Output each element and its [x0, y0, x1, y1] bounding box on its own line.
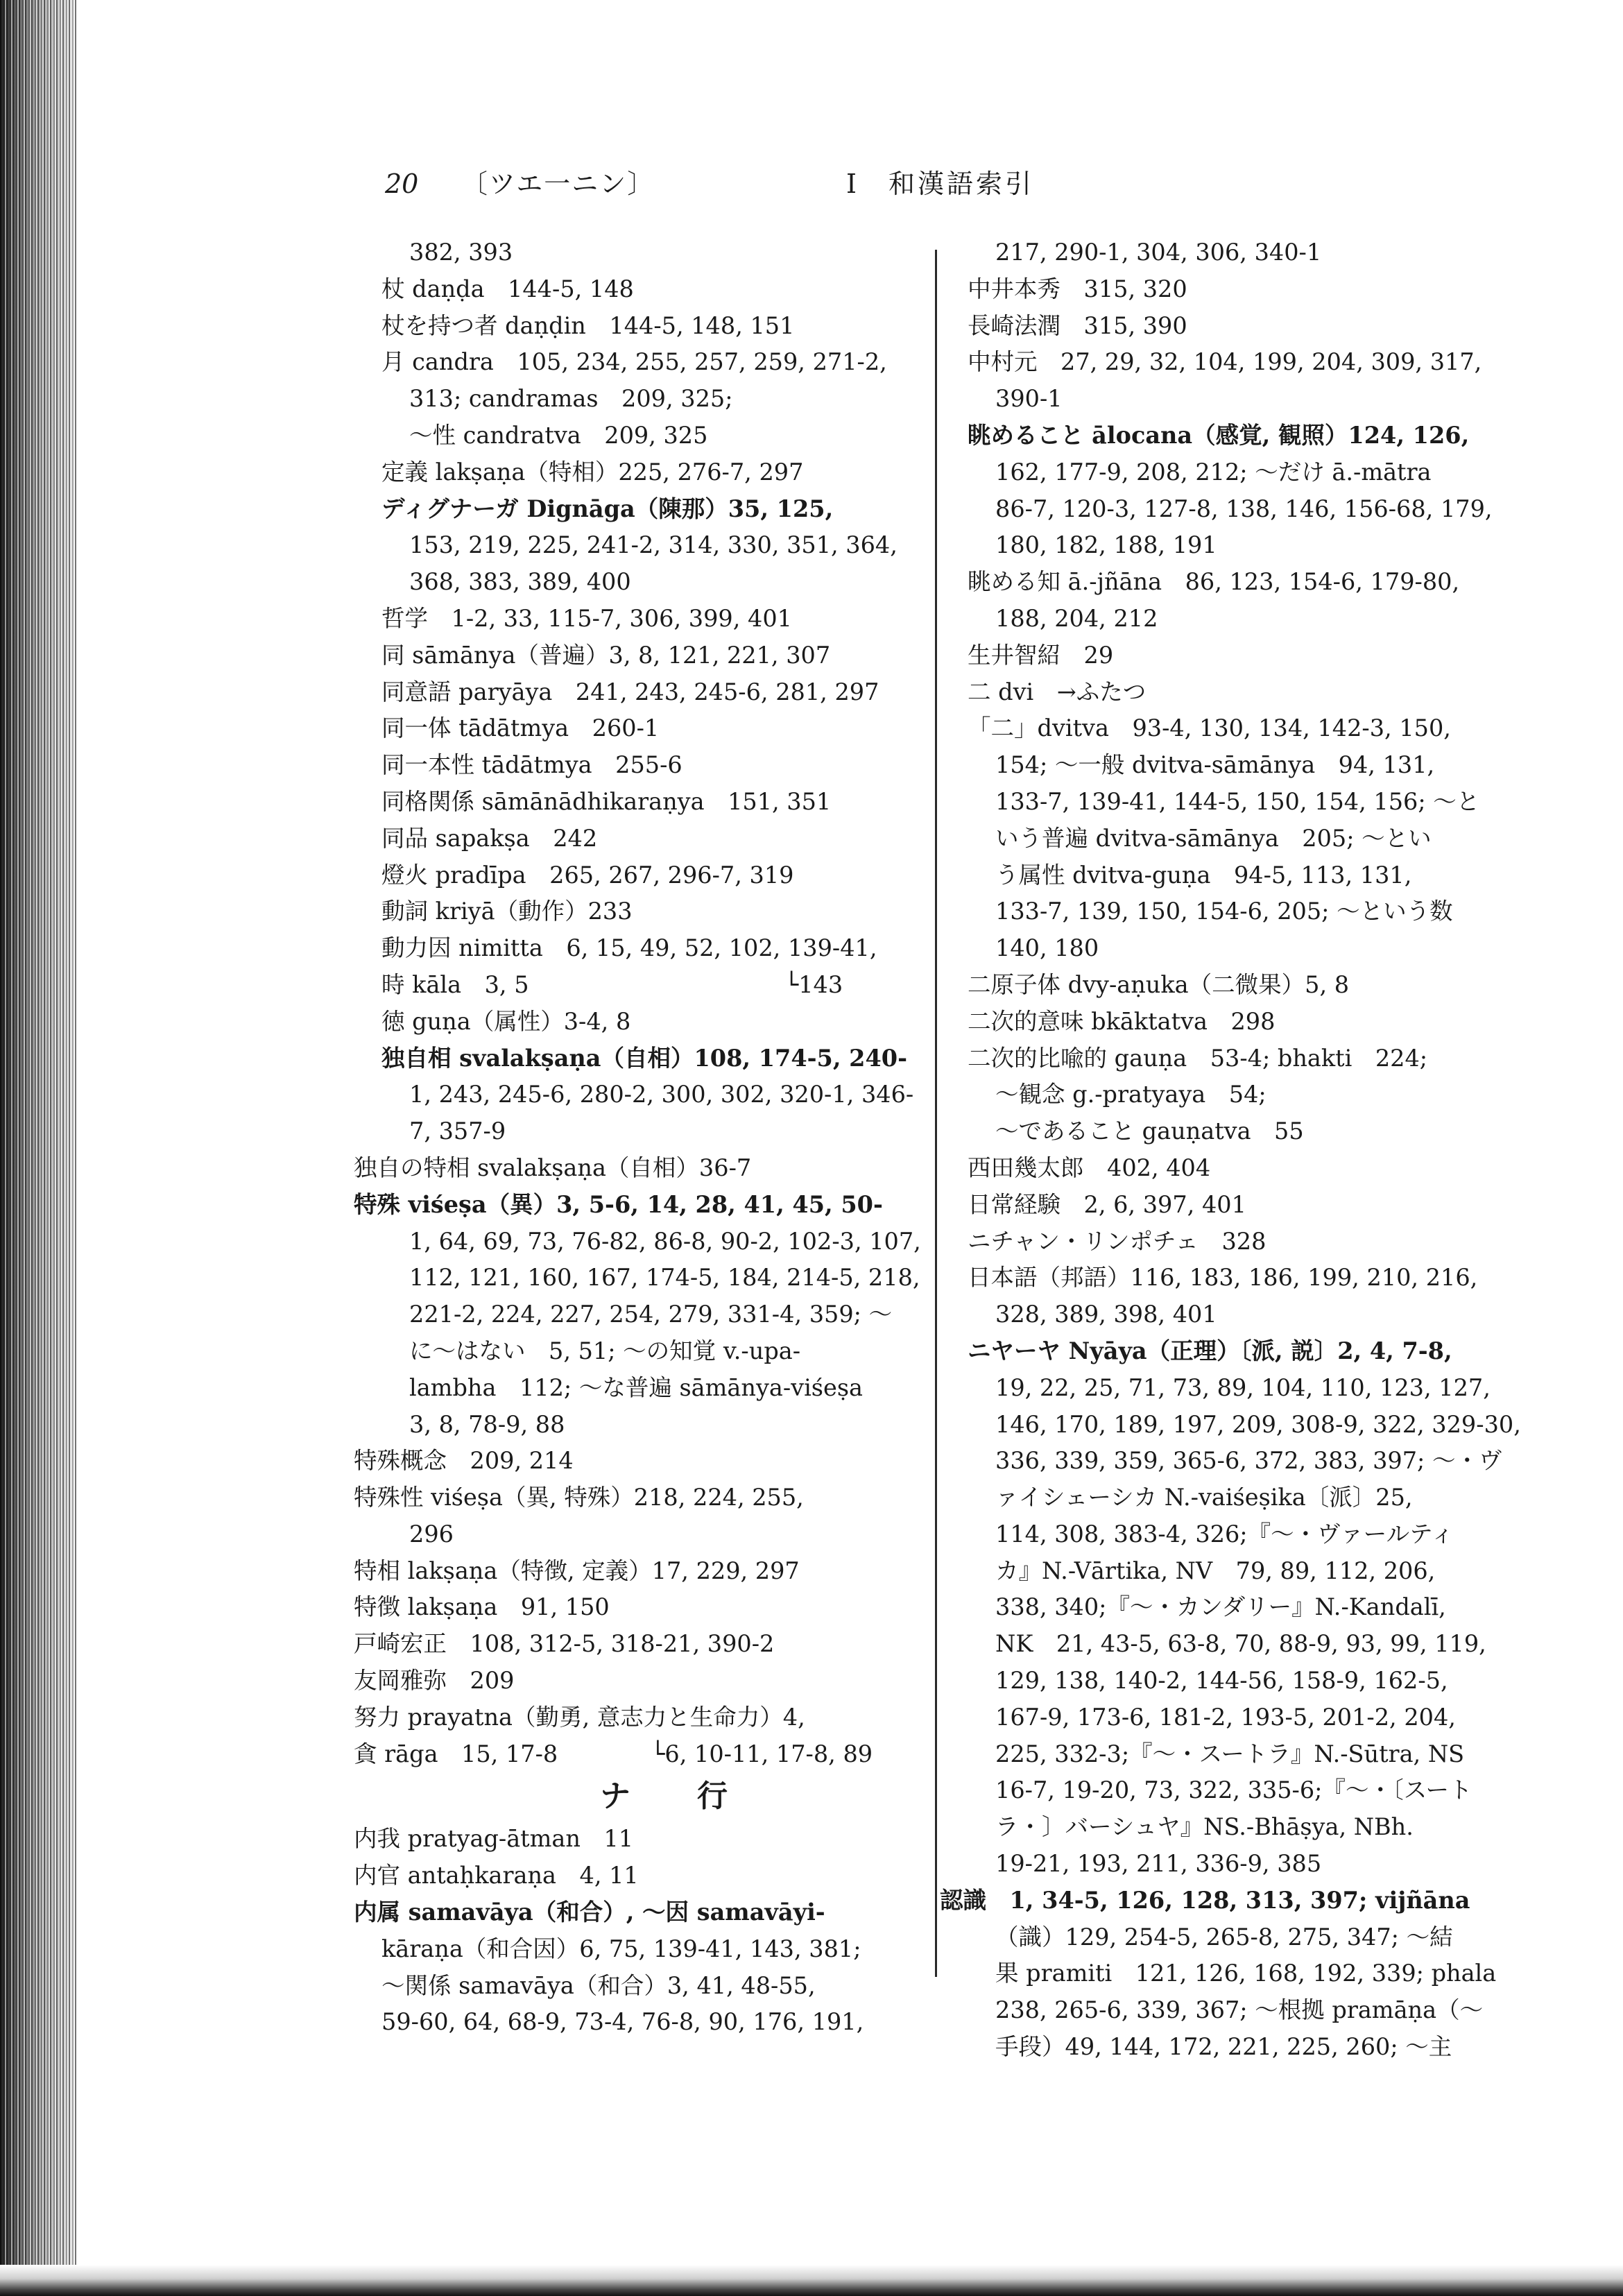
left-column — [354, 234, 921, 2041]
page-header — [385, 163, 1356, 205]
index-line: 特殊 viśeṣa（異）3, 5-6, 14, 28, 41, 45, 50- — [354, 1190, 883, 1218]
index-line: 二次的意味 bkāktatva 298 — [968, 1007, 1276, 1035]
right-column — [940, 234, 1521, 2066]
index-line: 同 sāmānya（普遍）3, 8, 121, 221, 307 — [381, 641, 831, 669]
index-line: 328, 389, 398, 401 — [995, 1301, 1217, 1328]
index-line: 86-7, 120-3, 127-8, 138, 146, 156-68, 179, — [995, 495, 1493, 522]
index-line: 同意語 paryāya 241, 243, 245-6, 281, 297 — [381, 678, 879, 705]
index-line: 貪 rāga 15, 17-8 └6, 10-11, 17-8, 89 — [354, 1740, 873, 1767]
index-line: 336, 339, 359, 365-6, 372, 383, 397; 〜・ヴ — [995, 1447, 1502, 1475]
index-line: 内我 pratyag-ātman 11 — [354, 1825, 634, 1853]
index-line: う属性 dvitva-guṇa 94-5, 113, 131, — [995, 861, 1412, 889]
index-line: 特徴 lakṣaṇa 91, 150 — [354, 1593, 610, 1621]
index-line: 7, 357-9 — [409, 1117, 506, 1145]
index-line: 180, 182, 188, 191 — [995, 531, 1217, 559]
index-line: 368, 383, 389, 400 — [409, 568, 631, 596]
index-line: 動詞 kriyā（動作）233 — [381, 898, 633, 925]
index-line: 同格関係 sāmānādhikaraṇya 151, 351 — [381, 787, 832, 815]
book-binding-shadow — [0, 0, 76, 2296]
index-line: カ』N.-Vārtika, NV 79, 89, 112, 206, — [995, 1557, 1436, 1584]
index-line: kāraṇa（和合因）6, 75, 139-41, 143, 381; — [381, 1935, 861, 1962]
index-line: 1, 243, 245-6, 280-2, 300, 302, 320-1, 346- — [409, 1081, 914, 1108]
index-line: 内属 samavāya（和合）, 〜因 samavāyi- — [354, 1899, 825, 1926]
index-line: 133-7, 139-41, 144-5, 150, 154, 156; 〜と — [995, 787, 1480, 815]
index-line: 〜であること gauṇatva 55 — [995, 1117, 1304, 1145]
index-line: 生井智紹 29 — [968, 641, 1114, 669]
index-line: 296 — [409, 1520, 454, 1548]
index-line: 同一体 tādātmya 260-1 — [381, 714, 660, 742]
index-line: 112, 121, 160, 167, 174-5, 184, 214-5, 218, — [409, 1264, 920, 1292]
index-line: 59-60, 64, 68-9, 73-4, 76-8, 90, 176, 191, — [381, 2008, 864, 2036]
index-line: 133-7, 139, 150, 154-6, 205; 〜という数 — [995, 898, 1453, 925]
index-line: 19-21, 193, 211, 336-9, 385 — [995, 1850, 1322, 1878]
index-line: 内官 antaḥkaraṇa 4, 11 — [354, 1862, 639, 1890]
index-line: 月 candra 105, 234, 255, 257, 259, 271-2, — [381, 348, 887, 376]
index-line: 杖 daṇḍa 144-5, 148 — [381, 275, 634, 302]
index-line: 特相 lakṣaṇa（特徴, 定義）17, 229, 297 — [354, 1557, 800, 1584]
index-line: （識）129, 254-5, 265-8, 275, 347; 〜結 — [995, 1923, 1453, 1951]
index-line: 独自相 svalakṣaṇa（自相）108, 174-5, 240- — [381, 1044, 908, 1072]
index-title: Ⅰ 和漢語索引 — [846, 169, 1035, 199]
index-line: 114, 308, 383-4, 326;『〜・ヴァールティ — [995, 1520, 1454, 1548]
index-line: 二原子体 dvy-aṇuka（二微果）5, 8 — [968, 970, 1350, 998]
section-range: 〔ツエ一ニン〕 — [461, 169, 655, 199]
index-line: 果 pramiti 121, 126, 168, 192, 339; phala — [995, 1960, 1497, 1987]
index-line: 特殊概念 209, 214 — [354, 1447, 574, 1475]
index-line: 1, 64, 69, 73, 76-82, 86-8, 90-2, 102-3, 107, — [409, 1227, 921, 1255]
index-line: 「二」dvitva 93-4, 130, 134, 142-3, 150, — [968, 714, 1451, 742]
index-line: 同品 sapakṣa 242 — [381, 824, 598, 852]
index-line: 眺める知 ā.-jñāna 86, 123, 154-6, 179-80, — [968, 568, 1460, 596]
index-line: 日本語（邦語）116, 183, 186, 199, 210, 216, — [968, 1264, 1478, 1292]
index-line: 哲学 1-2, 33, 115-7, 306, 399, 401 — [381, 604, 792, 632]
index-line: 338, 340;『〜・カンダリー』N.-Kandalī, — [995, 1593, 1446, 1621]
index-line: 日常経験 2, 6, 397, 401 — [968, 1190, 1246, 1218]
index-line: 225, 332-3;『〜・スートラ』N.-Sūtra, NS — [995, 1740, 1465, 1767]
index-line: 同一本性 tādātmya 255-6 — [381, 751, 682, 779]
index-line: 162, 177-9, 208, 212; 〜だけ ā.-mātra — [995, 458, 1432, 486]
index-line: lambha 112; 〜な普遍 sāmānya-viśeṣa — [409, 1373, 863, 1401]
index-line: 戸崎宏正 108, 312-5, 318-21, 390-2 — [354, 1630, 775, 1658]
index-line: 独自の特相 svalakṣaṇa（自相）36-7 — [354, 1154, 752, 1181]
index-line: 188, 204, 212 — [995, 604, 1158, 632]
index-line: 西田幾太郎 402, 404 — [968, 1154, 1211, 1181]
index-line: ァイシェーシカ N.-vaiśeṣika〔派〕25, — [995, 1484, 1413, 1511]
index-line: 19, 22, 25, 71, 73, 89, 104, 110, 123, 127, — [995, 1373, 1491, 1401]
index-line: 〜関係 samavāya（和合）3, 41, 48-55, — [381, 1971, 816, 1999]
index-line: ニヤーヤ Nyāya（正理）〔派, 説〕2, 4, 7-8, — [968, 1337, 1452, 1364]
index-line: 146, 170, 189, 197, 209, 308-9, 322, 329-30, — [995, 1410, 1521, 1438]
index-line: 16-7, 19-20, 73, 322, 335-6;『〜・〔スート — [995, 1776, 1472, 1804]
index-line: NK 21, 43-5, 63-8, 70, 88-9, 93, 99, 119, — [995, 1630, 1486, 1658]
index-line: いう普遍 dvitva-sāmānya 205; 〜とい — [995, 824, 1432, 852]
index-line: 二次的比喩的 gauṇa 53-4; bhakti 224; — [968, 1044, 1428, 1072]
index-line: 221-2, 224, 227, 254, 279, 331-4, 359; 〜 — [409, 1301, 893, 1328]
index-line: 努力 prayatna（勤勇, 意志力と生命力）4, — [354, 1703, 805, 1731]
column-divider — [935, 250, 937, 1977]
index-line: 二 dvi →ふたつ — [968, 678, 1147, 705]
index-line: 徳 guṇa（属性）3-4, 8 — [381, 1007, 631, 1035]
index-line: 129, 138, 140-2, 144-56, 158-9, 162-5, — [995, 1667, 1448, 1695]
index-line: ディグナーガ Dignāga（陳那）35, 125, — [381, 495, 834, 522]
section-heading: ナ 行 — [600, 1779, 746, 1815]
index-line: 友岡雅弥 209 — [354, 1667, 515, 1695]
index-line: 153, 219, 225, 241-2, 314, 330, 351, 364, — [409, 531, 898, 559]
index-line: 動力因 nimitta 6, 15, 49, 52, 102, 139-41, — [381, 934, 877, 962]
index-line: 382, 393 — [409, 239, 513, 266]
index-line: 手段）49, 144, 172, 221, 225, 260; 〜主 — [995, 2033, 1452, 2061]
index-line: 時 kāla 3, 5 └143 — [381, 970, 843, 998]
index-line: ニチャン・リンポチェ 328 — [968, 1227, 1266, 1255]
index-line: 中村元 27, 29, 32, 104, 199, 204, 309, 317, — [968, 348, 1482, 376]
page-number: 20 — [385, 169, 419, 199]
index-line: 167-9, 173-6, 181-2, 193-5, 201-2, 204, — [995, 1703, 1456, 1731]
index-line: 〜観念 g.-pratyaya 54; — [995, 1081, 1266, 1108]
index-line: 定義 lakṣaṇa（特相）225, 276-7, 297 — [381, 458, 804, 486]
index-line: 杖を持つ者 daṇḍin 144-5, 148, 151 — [381, 311, 795, 339]
index-line: 中井本秀 315, 320 — [968, 275, 1187, 302]
index-line: 140, 180 — [995, 934, 1099, 962]
index-line: 特殊性 viśeṣa（異, 特殊）218, 224, 255, — [354, 1484, 804, 1511]
index-line: 313; candramas 209, 325; — [409, 385, 733, 413]
index-line: 燈火 pradīpa 265, 267, 296-7, 319 — [381, 861, 794, 889]
index-line: 217, 290-1, 304, 306, 340-1 — [995, 239, 1322, 266]
index-line: 認識 1, 34-5, 126, 128, 313, 397; vijñāna — [940, 1886, 1470, 1914]
index-line: 238, 265-6, 339, 367; 〜根拠 pramāṇa（〜 — [995, 1996, 1484, 2024]
index-line: に〜はない 5, 51; 〜の知覚 v.-upa- — [409, 1337, 801, 1364]
index-line: 154; 〜一般 dvitva-sāmānya 94, 131, — [995, 751, 1435, 779]
index-line: 3, 8, 78-9, 88 — [409, 1410, 565, 1438]
index-line: 眺めること ālocana（感覚, 観照）124, 126, — [968, 421, 1470, 449]
index-line: ラ・〕バーシュヤ』NS.-Bhāṣya, NBh. — [995, 1813, 1414, 1841]
index-line: 長崎法潤 315, 390 — [968, 311, 1187, 339]
index-line: 〜性 candratva 209, 325 — [409, 421, 708, 449]
index-line: 390-1 — [995, 385, 1063, 413]
scan-bottom-edge — [0, 2265, 1623, 2296]
